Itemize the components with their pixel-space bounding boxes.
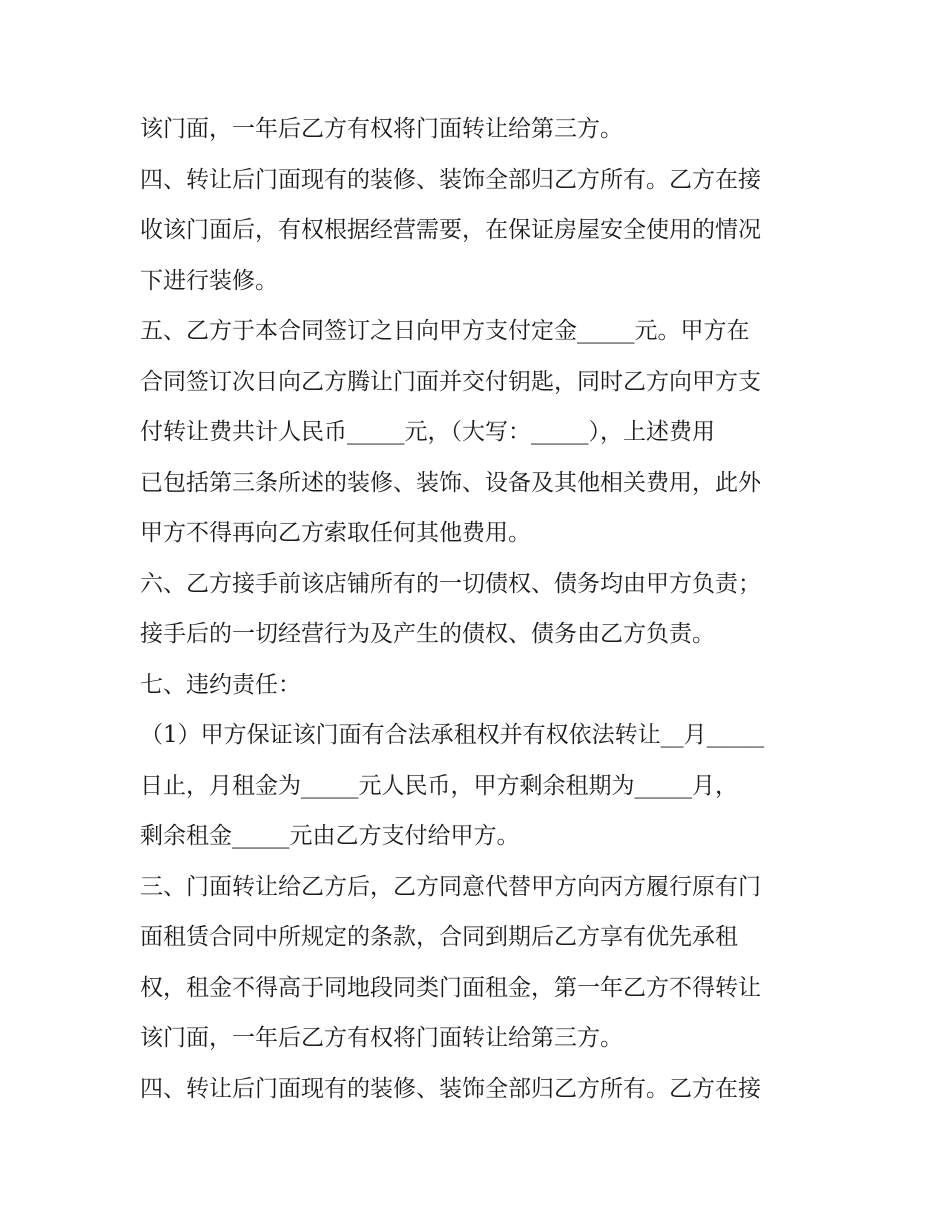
text-line: 五、乙方于本合同签订之日向甲方支付定金_____元。甲方在: [140, 318, 750, 344]
text-line: 面租赁合同中所规定的条款，合同到期后乙方享有优先承租: [140, 924, 738, 950]
text-line: 甲方不得再向乙方索取任何其他费用。: [140, 520, 531, 546]
text-line: 合同签订次日向乙方腾让门面并交付钥匙，同时乙方向甲方支: [140, 368, 761, 395]
text-line: 剩余租金_____元由乙方支付给甲方。: [140, 823, 520, 849]
text-line: 该门面，一年后乙方有权将门面转让给第三方。: [140, 1025, 623, 1051]
text-line: 接手后的一切经营行为及产生的债权、债务由乙方负责。: [140, 621, 715, 647]
text-line: 收该门面后，有权根据经营需要，在保证房屋安全使用的情况: [140, 217, 761, 243]
text-line: 已包括第三条所述的装修、装饰、设备及其他相关费用，此外: [140, 469, 761, 496]
text-line: 日止，月租金为_____元人民币，甲方剩余租期为_____月，: [140, 772, 738, 799]
text-line: 四、转让后门面现有的装修、装饰全部归乙方所有。乙方在接: [140, 1075, 761, 1102]
text-line: （1）甲方保证该门面有合法承租权并有权依法转让__月_____: [140, 722, 765, 748]
text-line: 六、乙方接手前该店铺所有的一切债权、债务均由甲方负责；: [140, 570, 761, 597]
text-line: 该门面，一年后乙方有权将门面转让给第三方。: [140, 116, 623, 142]
text-line: 四、转让后门面现有的装修、装饰全部归乙方所有。乙方在接: [140, 166, 761, 193]
text-line: 七、违约责任：: [140, 671, 301, 698]
text-line: 三、门面转让给乙方后，乙方同意代替甲方向丙方履行原有门: [140, 873, 761, 900]
text-line: 下进行装修。: [140, 267, 278, 294]
text-line: 权，租金不得高于同地段同类门面租金，第一年乙方不得转让: [140, 974, 761, 1001]
text-line: 付转让费共计人民币_____元，（大写：_____），上述费用: [140, 419, 715, 445]
document-body: [140, 104, 820, 1114]
